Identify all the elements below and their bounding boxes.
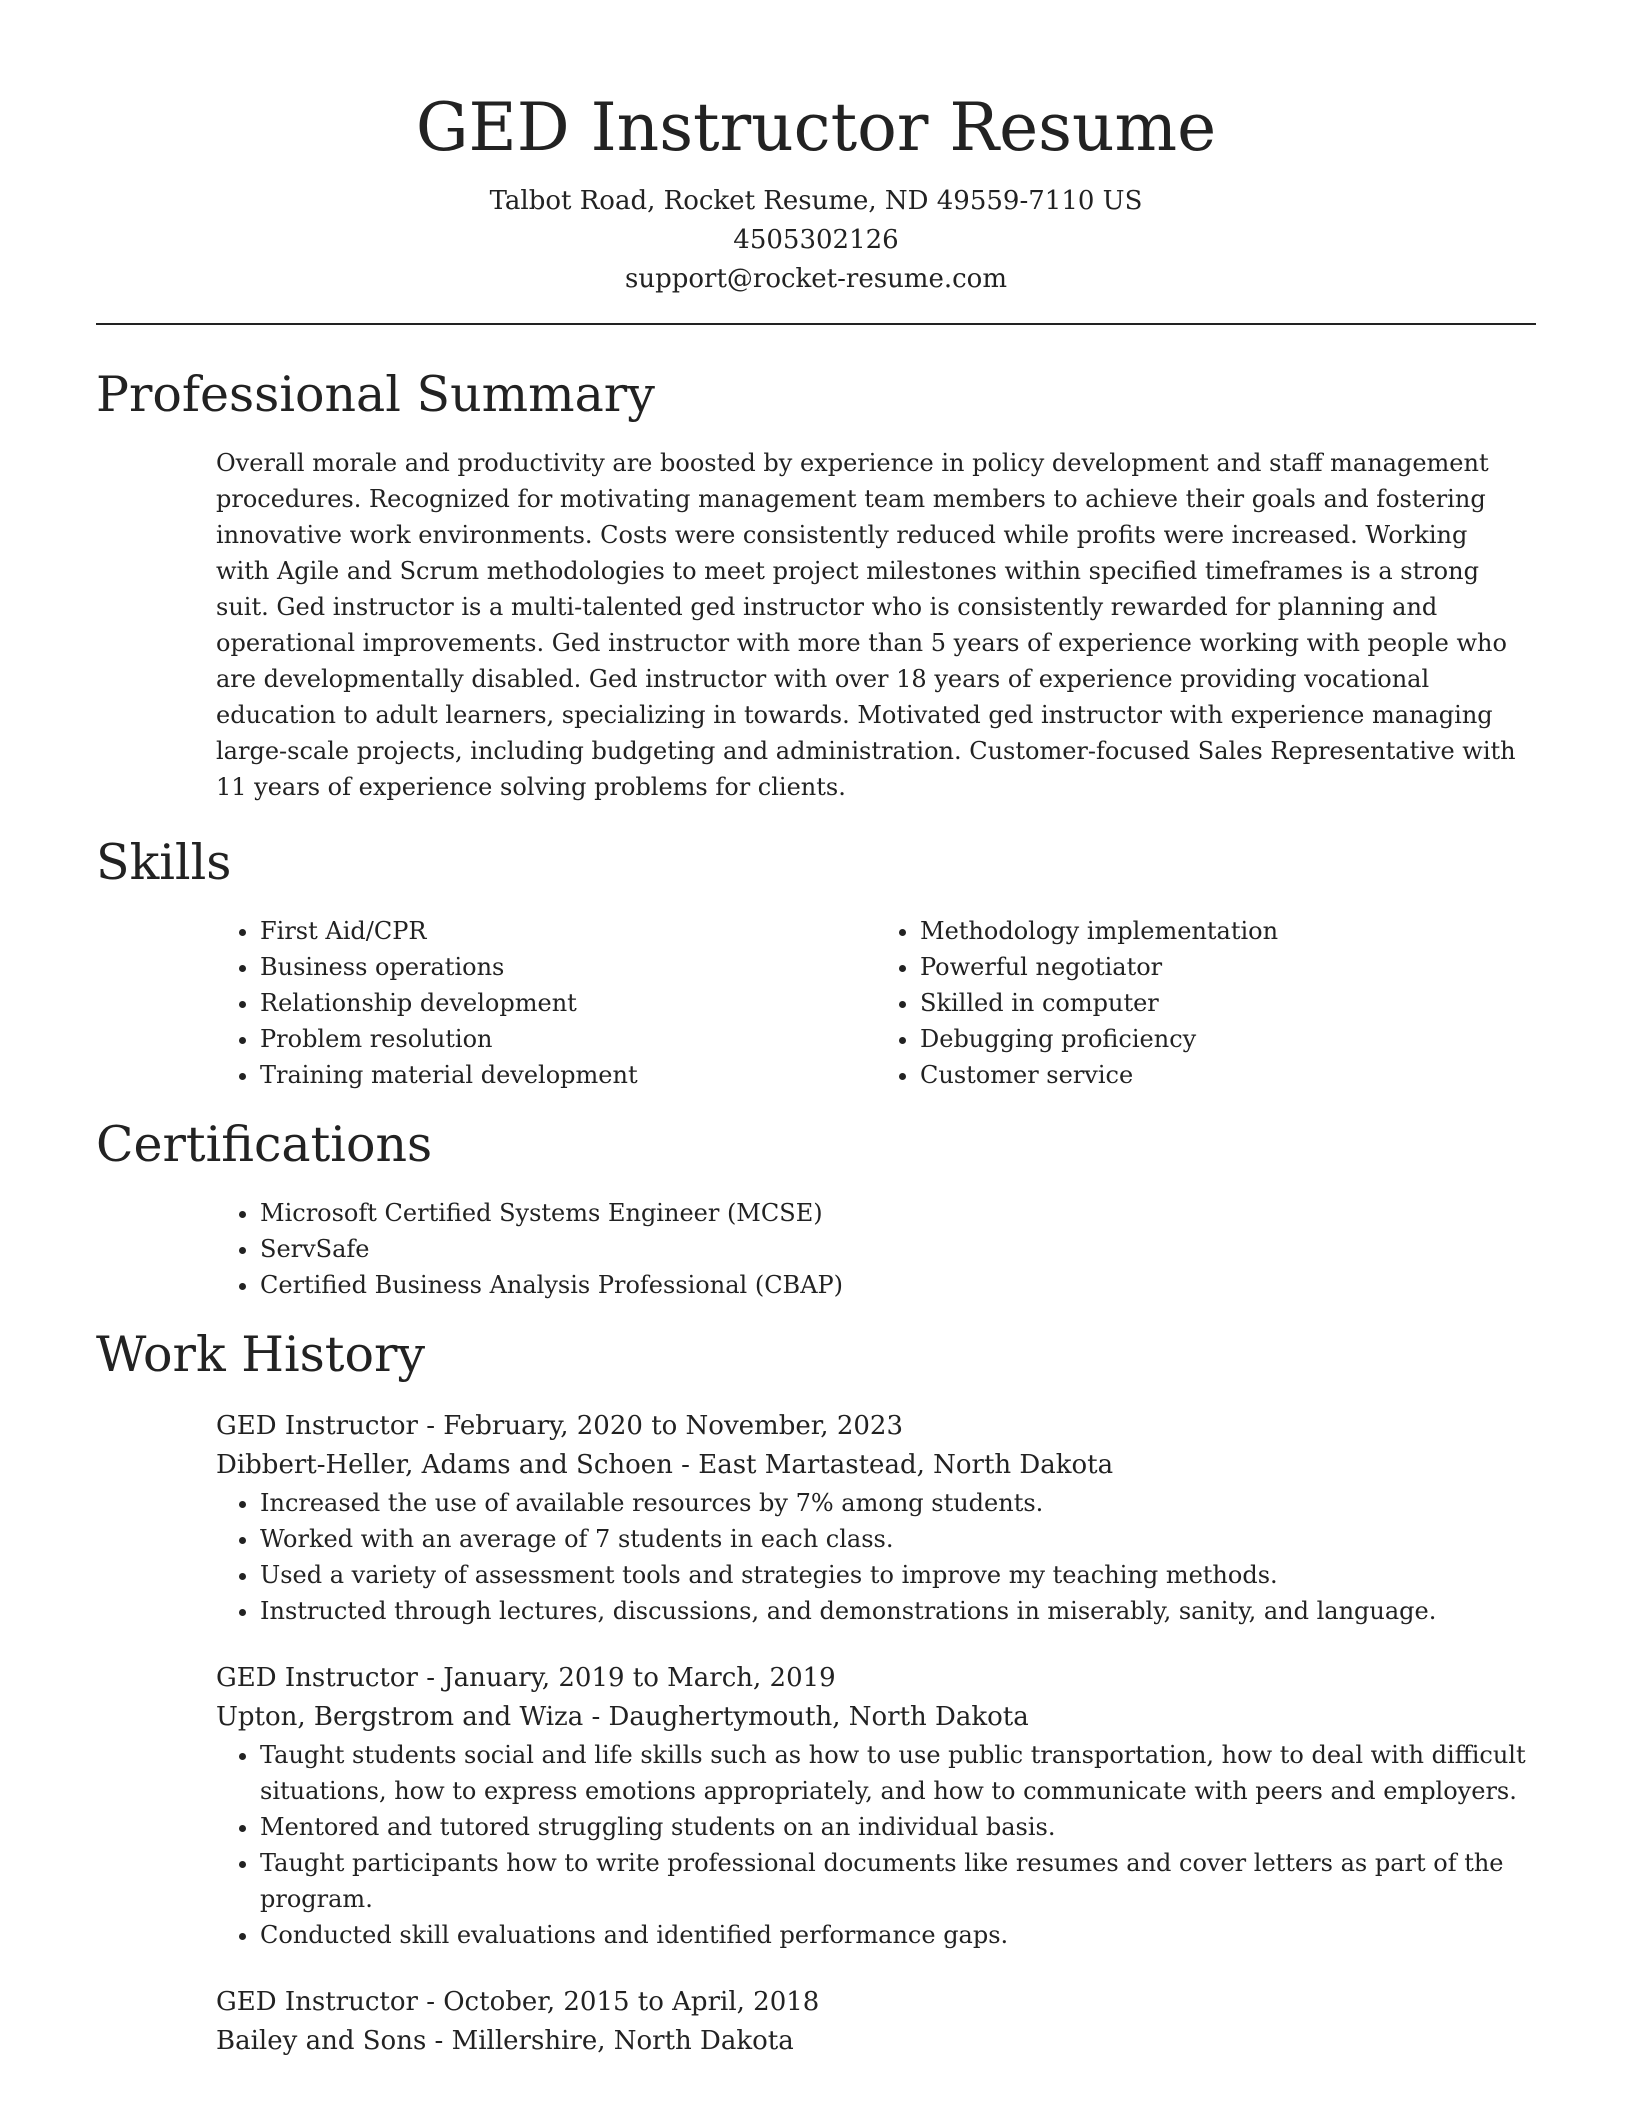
job-bullet: • Increased the use of available resources by 7% among students. bbox=[260, 1485, 1536, 1521]
contact-info bbox=[96, 182, 1536, 299]
contact-email: support@rocket-resume.com bbox=[624, 264, 1007, 294]
skills-section bbox=[96, 833, 1536, 1093]
skills-list-left bbox=[216, 913, 876, 1093]
work-history-section bbox=[96, 1325, 1536, 2061]
skill-item: • Skilled in computer bbox=[920, 985, 1536, 1021]
section-title-summary: Professional Summary bbox=[96, 366, 655, 423]
job-company-location: Bailey and Sons - Millershire, North Dakota bbox=[216, 2026, 794, 2056]
job-title-dates: GED Instructor - January, 2019 to March, 2019 bbox=[216, 1663, 836, 1693]
skill-item: • Customer service bbox=[920, 1057, 1536, 1093]
skill-item: • Problem resolution bbox=[260, 1021, 876, 1057]
skills-list-right bbox=[876, 913, 1536, 1093]
job-company-location: Dibbert-Heller, Adams and Schoen - East Martastead, North Dakota bbox=[216, 1450, 1114, 1480]
job-entry bbox=[216, 1659, 1536, 1953]
skill-item: • First Aid/CPR bbox=[260, 913, 876, 949]
certification-item: • Microsoft Certified Systems Engineer (MCSE) bbox=[260, 1195, 1536, 1231]
job-bullet: • Used a variety of assessment tools and strategies to improve my teaching methods. bbox=[260, 1557, 1536, 1593]
job-title-dates: GED Instructor - February, 2020 to November, 2023 bbox=[216, 1411, 903, 1441]
job-entry bbox=[216, 1407, 1536, 1629]
job-company-location: Upton, Bergstrom and Wiza - Daughertymouth, North Dakota bbox=[216, 1702, 1029, 1732]
resume-header bbox=[96, 0, 1536, 299]
certification-item: • Certified Business Analysis Professional (CBAP) bbox=[260, 1267, 1536, 1303]
job-bullets bbox=[216, 1485, 1536, 1629]
resume-title: GED Instructor Resume bbox=[415, 89, 1217, 166]
section-title-work-history: Work History bbox=[96, 1326, 426, 1383]
job-bullet: • Worked with an average of 7 students in each class. bbox=[260, 1521, 1536, 1557]
skill-item: • Business operations bbox=[260, 949, 876, 985]
certifications-section bbox=[96, 1115, 1536, 1303]
job-bullet: • Taught participants how to write professional documents like resumes and cover letters as part of the program. bbox=[260, 1845, 1536, 1917]
certifications-wrap bbox=[216, 1195, 1536, 1303]
header-divider bbox=[96, 323, 1536, 325]
resume-page bbox=[96, 0, 1536, 2061]
job-bullet: • Taught students social and life skills such as how to use public transportation, how to deal with difficult situations, how to express emotions appropriately, and how to communicate with peers and employers. bbox=[260, 1737, 1536, 1809]
skills-columns bbox=[216, 913, 1536, 1093]
skill-item: • Methodology implementation bbox=[920, 913, 1536, 949]
section-title-certifications: Certifications bbox=[96, 1116, 433, 1173]
certifications-list bbox=[216, 1195, 1536, 1303]
job-title-dates: GED Instructor - October, 2015 to April, 2018 bbox=[216, 1987, 820, 2017]
job-bullets bbox=[216, 1737, 1536, 1953]
job-bullet: • Instructed through lectures, discussions, and demonstrations in miserably, sanity, and language. bbox=[260, 1593, 1536, 1629]
job-entry bbox=[216, 1983, 1536, 2061]
summary-text: Overall morale and productivity are boosted by experience in policy development and staff management procedures. Recognized for motivating management team members to achieve their goals and fostering innovative work environments. Costs were consistently reduced while profits were increased. Working with Agile and Scrum methodologies to meet project milestones within specified timeframes is a strong suit. Ged instructor is a multi-talented ged instructor who is consistently rewarded for planning and operational improvements. Ged instructor with more than 5 years of experience working with people who are developmentally disabled. Ged instructor with over 18 years of experience providing vocational education to adult learners, specializing in towards. Motivated ged instructor with experience managing large-scale projects, including budgeting and administration. Customer-focused Sales Representative with 11 years of experience solving problems for clients. bbox=[216, 449, 1516, 801]
contact-address: Talbot Road, Rocket Resume, ND 49559-7110 US bbox=[489, 186, 1143, 216]
skill-item: • Relationship development bbox=[260, 985, 876, 1021]
skill-item: • Powerful negotiator bbox=[920, 949, 1536, 985]
section-title-skills: Skills bbox=[96, 834, 232, 891]
skill-item: • Training material development bbox=[260, 1057, 876, 1093]
certification-item: • ServSafe bbox=[260, 1231, 1536, 1267]
contact-phone: 4505302126 bbox=[733, 225, 899, 255]
skill-item: • Debugging proficiency bbox=[920, 1021, 1536, 1057]
job-bullet: • Mentored and tutored struggling students on an individual basis. bbox=[260, 1809, 1536, 1845]
job-bullet: • Conducted skill evaluations and identified performance gaps. bbox=[260, 1917, 1536, 1953]
professional-summary-section bbox=[96, 365, 1536, 805]
